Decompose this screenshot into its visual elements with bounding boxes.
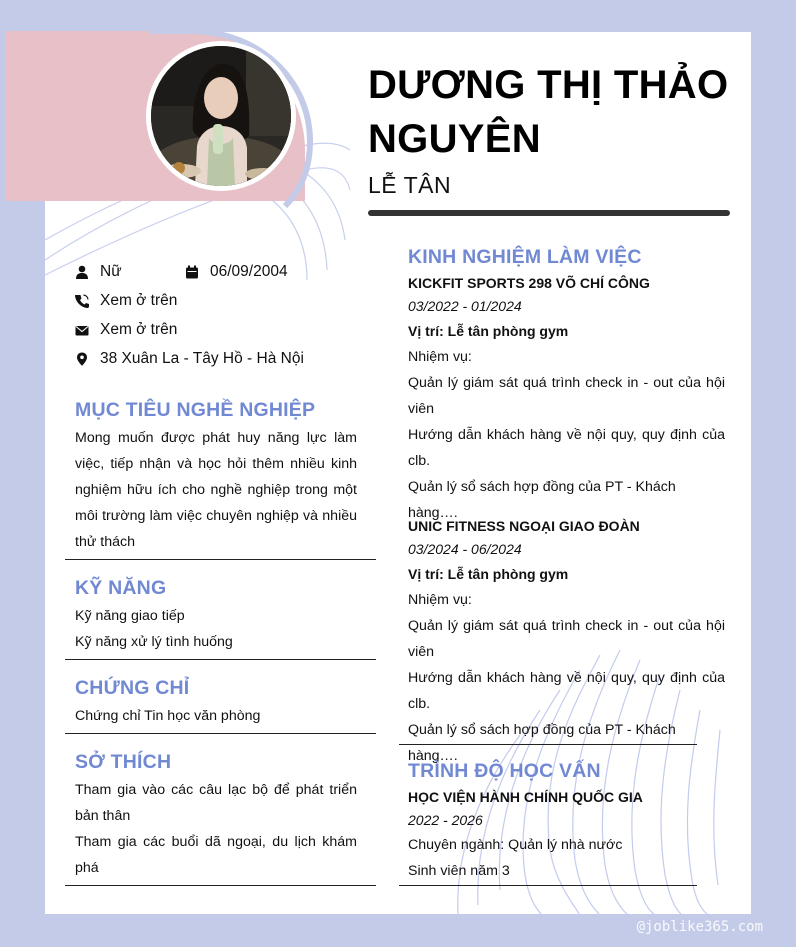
job-duty: Quản lý sổ sách hợp đồng của PT - Khách hàng…. (408, 479, 676, 521)
job-position: Vị trí: Lễ tân phòng gym (408, 566, 569, 582)
gender-value: Nữ (100, 263, 122, 280)
candidate-name: DƯƠNG THỊ THẢO NGUYÊN (368, 63, 729, 161)
skills-title: KỸ NĂNG (75, 577, 167, 599)
job-duty: Quản lý sổ sách hợp đồng của PT - Khách hàng…. (408, 722, 676, 764)
skill-item: Kỹ năng xử lý tình huống (75, 634, 233, 650)
objective-title: MỤC TIÊU NGHỀ NGHIỆP (75, 399, 316, 421)
hobby-item: Tham gia các buổi dã ngoại, du lịch khám phá (75, 834, 357, 876)
calendar-icon (185, 265, 199, 279)
education-title: TRÌNH ĐỘ HỌC VẤN (408, 760, 601, 782)
certificates-divider (65, 733, 376, 734)
gender-row (75, 263, 122, 281)
hobbies-divider (65, 885, 376, 886)
birthday-row (185, 263, 288, 281)
email-row (75, 321, 177, 339)
education-divider (399, 885, 697, 886)
job-date: 03/2022 - 01/2024 (408, 298, 522, 314)
phone-icon (75, 294, 89, 308)
job-duties-label: Nhiệm vụ: (408, 349, 472, 365)
education-year: Sinh viên năm 3 (408, 863, 510, 879)
profile-photo (146, 41, 296, 191)
email-value: Xem ở trên (100, 321, 178, 338)
job-duty: Hướng dẫn khách hàng về nội quy, quy định của clb. (408, 427, 725, 469)
address-value: 38 Xuân La - Tây Hồ - Hà Nội (100, 350, 304, 367)
job-duty: Quản lý giám sát quá trình check in - out của hội viên (408, 618, 725, 660)
skill-item: Kỹ năng giao tiếp (75, 608, 185, 624)
job-date: 03/2024 - 06/2024 (408, 541, 522, 557)
envelope-icon (75, 323, 89, 337)
hobby-item: Tham gia vào các câu lạc bộ để phát triển bản thân (75, 782, 357, 824)
certificate-item: Chứng chỉ Tin học văn phòng (75, 708, 261, 724)
objective-text: Mong muốn được phát huy năng lực làm việc, tiếp nhận và học hỏi thêm nhiều kinh nghiệm hữu ích cho nghề nghiệp trong một môi trường làm việc chuyên nghiệp và nhiều thử thách (75, 430, 357, 550)
job-position: Vị trí: Lễ tân phòng gym (408, 323, 569, 339)
phone-row (75, 292, 177, 310)
hobbies-title: SỞ THÍCH (75, 751, 172, 773)
candidate-role: LỄ TÂN (368, 172, 452, 198)
job-company: UNIC FITNESS NGOẠI GIAO ĐOÀN (408, 518, 640, 534)
address-row (75, 350, 304, 368)
experience-divider (399, 744, 697, 745)
education-date: 2022 - 2026 (408, 812, 483, 828)
education-major: Chuyên ngành: Quản lý nhà nước (408, 837, 623, 853)
job-duty: Quản lý giám sát quá trình check in - out của hội viên (408, 375, 725, 417)
person-icon (75, 265, 89, 279)
phone-value: Xem ở trên (100, 292, 178, 309)
objective-divider (65, 559, 376, 560)
watermark-text: @joblike365.com (636, 919, 763, 935)
job-company: KICKFIT SPORTS 298 VÕ CHÍ CÔNG (408, 275, 650, 291)
person-illustration (151, 46, 291, 186)
certificates-title: CHỨNG CHỈ (75, 677, 190, 699)
job-duty: Hướng dẫn khách hàng về nội quy, quy định của clb. (408, 670, 725, 712)
map-pin-icon (75, 352, 89, 366)
job-duties-label: Nhiệm vụ: (408, 592, 472, 608)
skills-divider (65, 659, 376, 660)
birthday-value: 06/09/2004 (210, 263, 288, 280)
education-school: HỌC VIỆN HÀNH CHÍNH QUỐC GIA (408, 789, 643, 805)
experience-title: KINH NGHIỆM LÀM VIỆC (408, 246, 642, 268)
title-underline-bar (368, 210, 730, 216)
photo-image (151, 46, 291, 186)
